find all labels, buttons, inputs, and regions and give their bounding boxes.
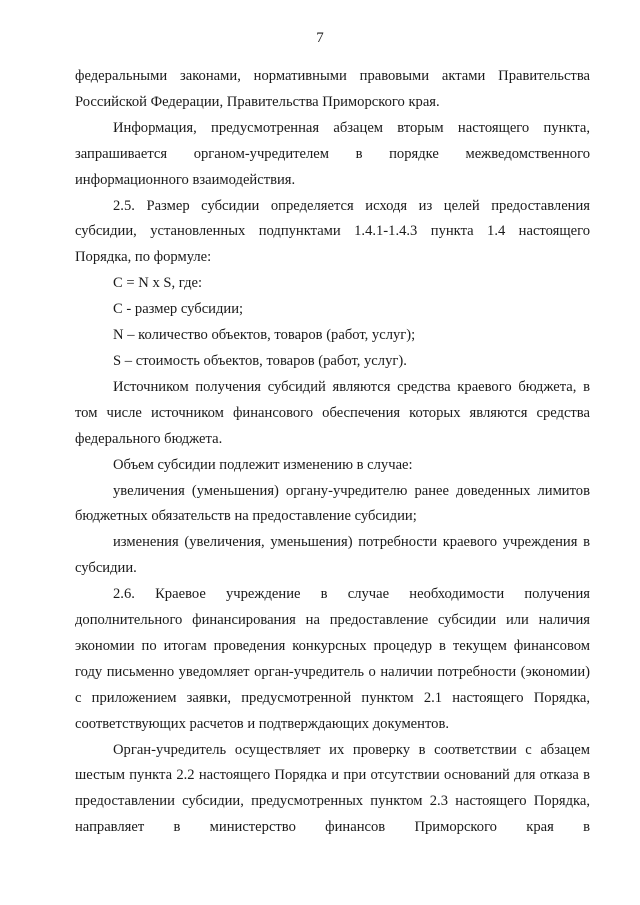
formula-line: C = N x S, где: (113, 275, 203, 292)
paragraph-limits-change: увеличения (уменьшения) органу-учредителю ранее доведенных лимитов бюджетных обязательств на предоставление субсидии; (75, 482, 590, 525)
page-number: 7 (316, 30, 324, 46)
paragraph-verification: Орган-учредитель осуществляет их проверку в соответствии с абзацем шестым пункта 2.2 настоящего Порядка и при отсутствии оснований для отказа в предоставлении субсидии, предусмотренных пунктом 2.3 настоящего Порядка, направляет в министерство финансов Приморского края в (75, 741, 590, 836)
paragraph-continuation: федеральными законами, нормативными правовыми актами Правительства Российской Федерации, Правительства Приморского края. (75, 68, 590, 110)
document-body (75, 64, 590, 841)
formula-n-definition: N – количество объектов, товаров (работ, услуг); (113, 327, 416, 344)
paragraph-2-6: 2.6. Краевое учреждение в случае необходимости получения дополнительного финансирования на предоставление субсидии или наличия экономии по итогам проведения конкурсных процедур в текущем финансовом году письменно уведомляет орган-учредитель о наличии потребности (экономии) с приложением заявки, предусмотренной пунктом 2.1 настоящего Порядка, соответствующих расчетов и подтверждающих документов. (75, 586, 590, 732)
paragraph-needs-change: изменения (увеличения, уменьшения) потребности краевого учреждения в субсидии. (75, 534, 590, 577)
paragraph-information: Информация, предусмотренная абзацем вторым настоящего пункта, запрашивается органом-учредителем в порядке межведомственного информационного взаимодействия. (75, 119, 590, 188)
formula-c-definition: C - размер субсидии; (113, 301, 244, 318)
formula-s-definition: S – стоимость объектов, товаров (работ, услуг). (113, 352, 407, 369)
paragraph-2-5: 2.5. Размер субсидии определяется исходя из целей предоставления субсидии, установленных подпунктами 1.4.1-1.4.3 пункта 1.4 настоящего Порядка, по формуле: (75, 197, 590, 266)
paragraph-funding-source: Источником получения субсидий являются средства краевого бюджета, в том числе источником финансового обеспечения которых являются средства федерального бюджета. (75, 378, 590, 447)
paragraph-volume-change: Объем субсидии подлежит изменению в случае: (113, 456, 413, 473)
